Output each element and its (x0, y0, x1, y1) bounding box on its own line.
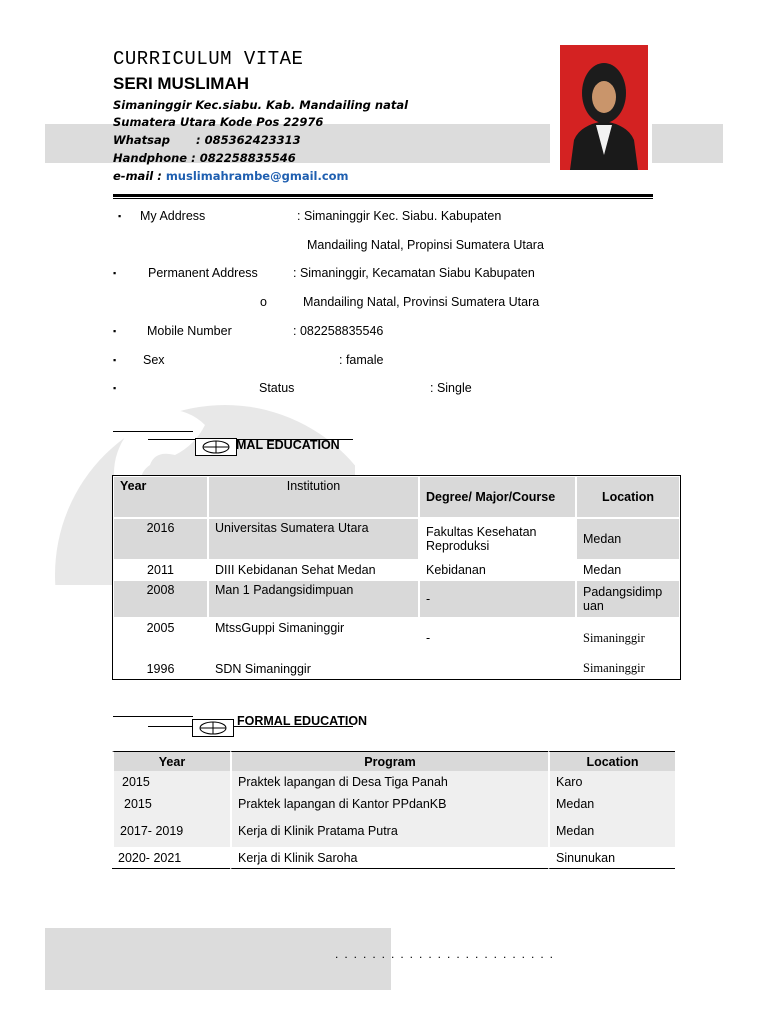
header-institution: Institution (208, 476, 419, 518)
section-globe-icon (195, 438, 237, 456)
my-address-label: My Address (140, 209, 206, 223)
sex-value: : famale (339, 353, 384, 367)
row-institution: DIII Kebidanan Sehat Medan (208, 560, 419, 580)
table-row (112, 771, 675, 793)
row-program: Praktek lapangan di Kantor PPdanKB (230, 793, 548, 815)
whatsapp-value: : 085362423313 (196, 133, 301, 147)
section-globe-icon (192, 719, 234, 737)
table-row (112, 793, 675, 815)
row-year: 2017- 2019 (112, 815, 230, 847)
row-location: Sinunukan (548, 847, 675, 869)
address-line-2: Sumatera Utara Kode Pos 22976 (113, 115, 324, 129)
row-year: 2020- 2021 (112, 847, 230, 869)
mobile-label: Mobile Number (147, 324, 232, 338)
table-header-row (112, 751, 675, 771)
row-program: Praktek lapangan di Desa Tiga Panah (230, 771, 548, 793)
row-location: Simaninggir (576, 658, 680, 679)
header-degree: Degree/ Major/Course (419, 476, 576, 518)
my-address-value-2: Mandailing Natal, Propinsi Sumatera Utara (307, 238, 544, 252)
row-year: 2005 (113, 618, 208, 658)
row-institution: SDN Simaninggir (208, 658, 419, 679)
row-location: Karo (548, 771, 675, 793)
handphone-row (113, 149, 296, 167)
row-degree (419, 658, 576, 679)
row-year: 2011 (113, 560, 208, 580)
row-institution: Universitas Sumatera Utara (208, 518, 419, 560)
row-degree: - (419, 618, 576, 658)
row-location: Medan (576, 518, 680, 560)
handphone-value: : 082258835546 (191, 151, 296, 165)
email-label: e-mail : (113, 169, 162, 183)
table-row (113, 560, 680, 580)
my-address-value-1: : Simaninggir Kec. Siabu. Kabupaten (297, 209, 502, 223)
table-row (113, 580, 680, 618)
table-row (113, 658, 680, 679)
dotted-leader: ........................ (335, 947, 560, 961)
header-divider (113, 194, 653, 197)
heading-underline (113, 716, 193, 717)
whatsapp-label: Whatsap (113, 133, 170, 147)
whatsapp-row (113, 131, 301, 149)
row-year: 1996 (113, 658, 208, 679)
row-degree: Kebidanan (419, 560, 576, 580)
email-row (113, 167, 349, 185)
row-institution: Man 1 Padangsidimpuan (208, 580, 419, 618)
address-line-1: Simaninggir Kec.siabu. Kab. Mandailing natal (113, 98, 409, 112)
status-label: Status (259, 381, 295, 395)
row-year: 2015 (112, 771, 230, 793)
row-degree: - (419, 580, 576, 618)
table-row (113, 518, 680, 560)
nonformal-education-title: FORMAL EDUCATION (237, 714, 368, 728)
row-program: Kerja di Klinik Saroha (230, 847, 548, 869)
header-location: Location (548, 751, 675, 771)
header-program: Program (230, 751, 548, 771)
cv-title: CURRICULUM VITAE (113, 48, 304, 70)
bullet: ▪ (113, 326, 117, 336)
row-degree: Fakultas Kesehatan Reproduksi (419, 518, 576, 560)
bullet: ▪ (113, 355, 117, 365)
heading-underline (113, 431, 193, 432)
handphone-label: Handphone (113, 151, 188, 165)
row-location: Padangsidimp uan (576, 580, 680, 618)
table-row (112, 815, 675, 847)
mobile-value: : 082258835546 (293, 324, 384, 338)
email-link[interactable]: muslimahrambe@gmail.com (165, 169, 349, 183)
status-value: : Single (430, 381, 472, 395)
table-row (112, 847, 675, 869)
row-location: Medan (548, 815, 675, 847)
bullet: ▪ (113, 383, 117, 393)
header-year: Year (112, 751, 230, 771)
formal-education-title: MAL EDUCATION (236, 438, 340, 452)
row-institution: MtssGuppi Simaninggir (208, 618, 419, 658)
row-year: 2008 (113, 580, 208, 618)
permanent-address-label: Permanent Address (148, 266, 258, 280)
row-location: Medan (548, 793, 675, 815)
header-gray-band-right (652, 124, 723, 163)
permanent-address-value-2: Mandailing Natal, Provinsi Sumatera Utara (303, 295, 540, 309)
table-row (113, 618, 680, 658)
formal-education-table (112, 475, 681, 680)
sub-bullet: o (260, 295, 267, 309)
row-program: Kerja di Klinik Pratama Putra (230, 815, 548, 847)
header-year: Year (113, 476, 208, 518)
row-year: 2016 (113, 518, 208, 560)
row-location: Simaninggir (576, 618, 680, 658)
table-header-row (113, 476, 680, 518)
bullet: ▪ (118, 211, 122, 221)
row-year: 2015 (112, 793, 230, 815)
bullet: ▪ (113, 268, 117, 278)
sex-label: Sex (143, 353, 165, 367)
header-location: Location (576, 476, 680, 518)
row-location: Medan (576, 560, 680, 580)
permanent-address-value-1: : Simaninggir, Kecamatan Siabu Kabupaten (293, 266, 535, 280)
nonformal-education-table (112, 751, 675, 869)
person-name: SERI MUSLIMAH (113, 74, 249, 93)
profile-photo (560, 45, 648, 170)
header-divider-thin (113, 198, 653, 199)
